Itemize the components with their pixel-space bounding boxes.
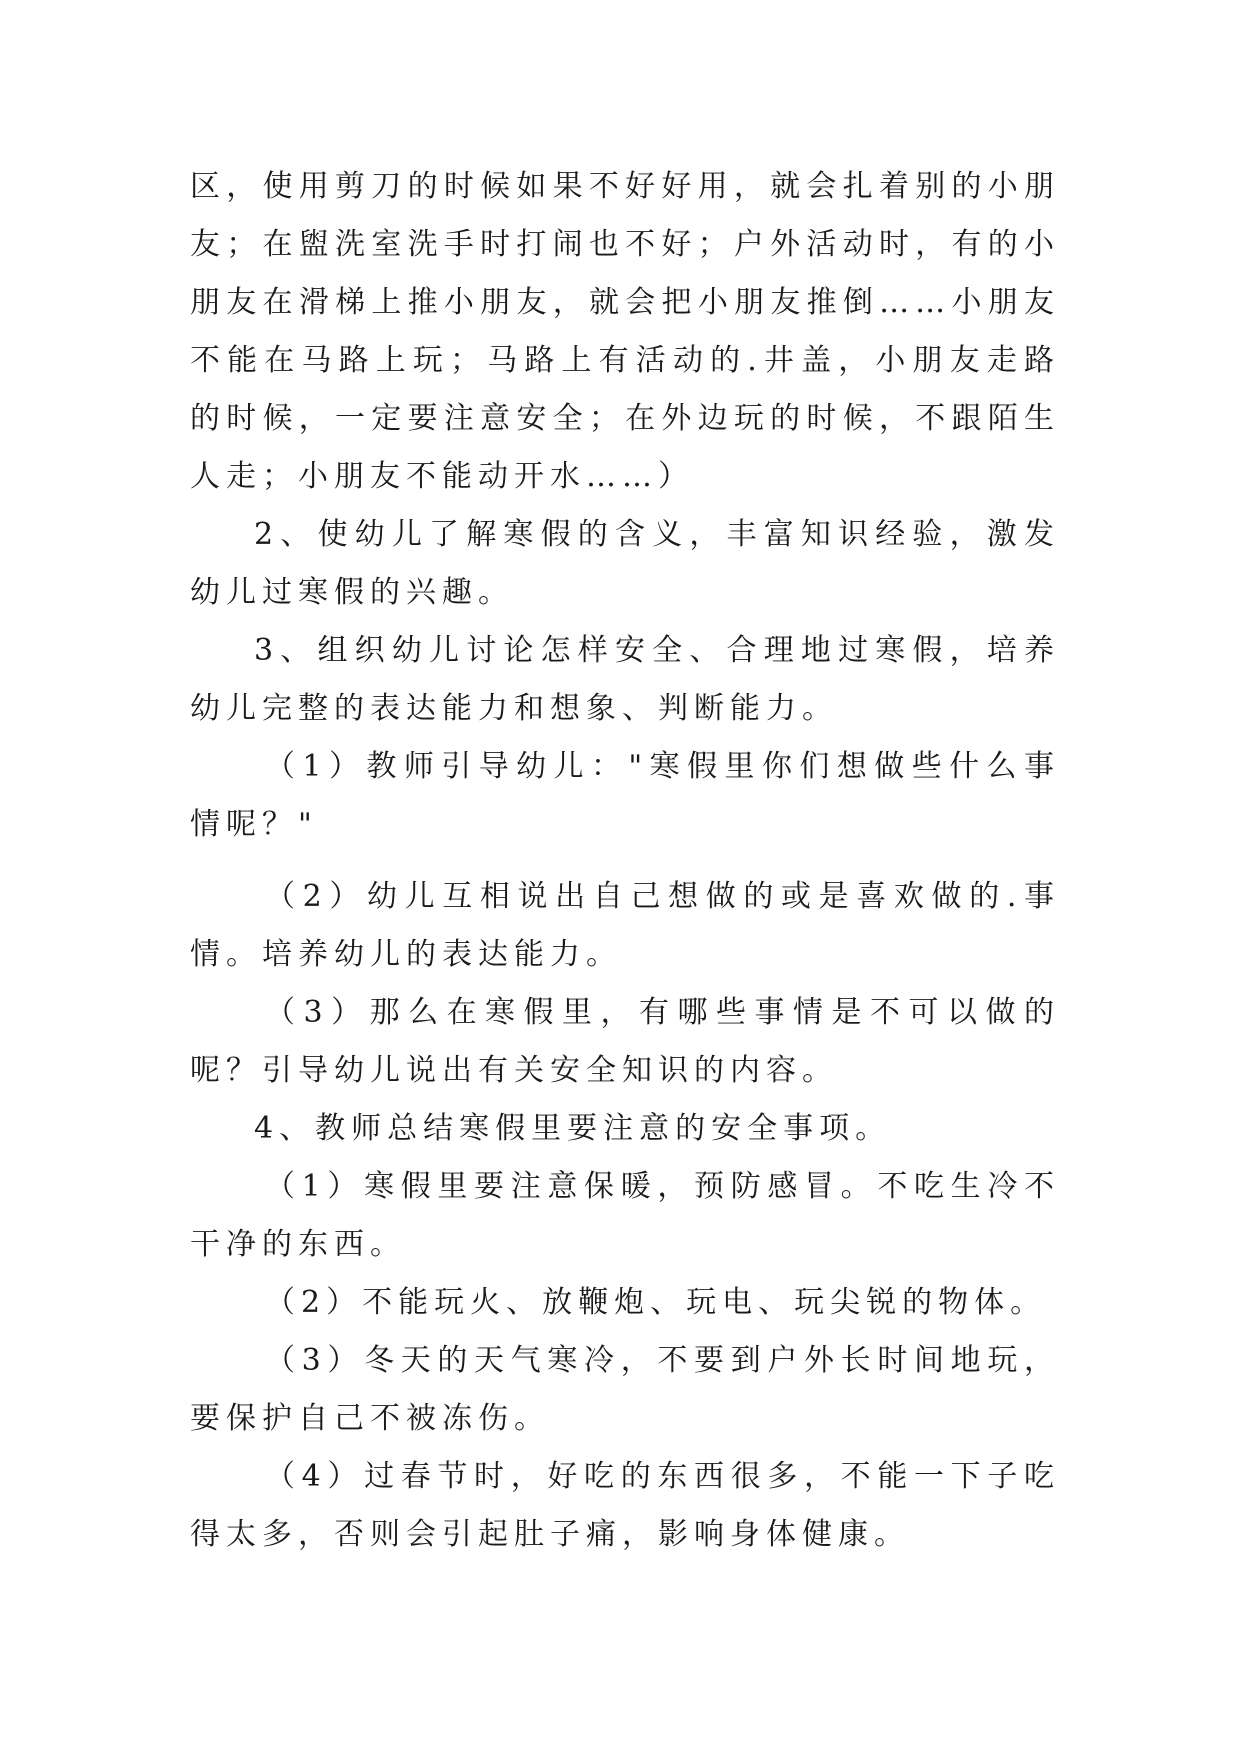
paragraph-item-3: 3、组织幼儿讨论怎样安全、合理地过寒假，培养幼儿完整的表达能力和想象、判断能力。 (190, 633, 1060, 726)
paragraph-subitem-4-3: （3）冬天的天气寒冷，不要到户外长时间地玩，要保护自己不被冻伤。 (190, 1343, 1060, 1436)
paragraph-subitem-4-2: （2）不能玩火、放鞭炮、玩电、玩尖锐的物体。 (265, 1285, 1047, 1320)
paragraph-subitem-3-2: （2）幼儿互相说出自己想做的或是喜欢做的.事情。培养幼儿的表达能力。 (190, 879, 1060, 972)
paragraph-continuation: 区，使用剪刀的时候如果不好好用，就会扎着别的小朋友；在盥洗室洗手时打闹也不好；户外活动时，有的小朋友在滑梯上推小朋友，就会把小朋友推倒……小朋友不能在马路上玩；马路上有活动的.井盖，小朋友走路的时候，一定要注意安全；在外边玩的时候，不跟陌生人走；小朋友不能动开水……） (190, 169, 1060, 494)
document-body (190, 158, 1060, 1564)
paragraph-subitem-3-3: （3）那么在寒假里，有哪些事情是不可以做的呢？引导幼儿说出有关安全知识的内容。 (190, 995, 1060, 1088)
paragraph-item-2: 2、使幼儿了解寒假的含义，丰富知识经验，激发幼儿过寒假的兴趣。 (190, 517, 1060, 610)
paragraph-subitem-4-1: （1）寒假里要注意保暖，预防感冒。不吃生冷不干净的东西。 (190, 1169, 1060, 1262)
paragraph-subitem-4-4: （4）过春节时，好吃的东西很多，不能一下子吃得太多，否则会引起肚子痛，影响身体健康。 (190, 1459, 1060, 1552)
paragraph-subitem-3-1: （1）教师引导幼儿："寒假里你们想做些什么事情呢？" (190, 749, 1060, 842)
paragraph-item-4: 4、教师总结寒假里要注意的安全事项。 (254, 1111, 892, 1146)
